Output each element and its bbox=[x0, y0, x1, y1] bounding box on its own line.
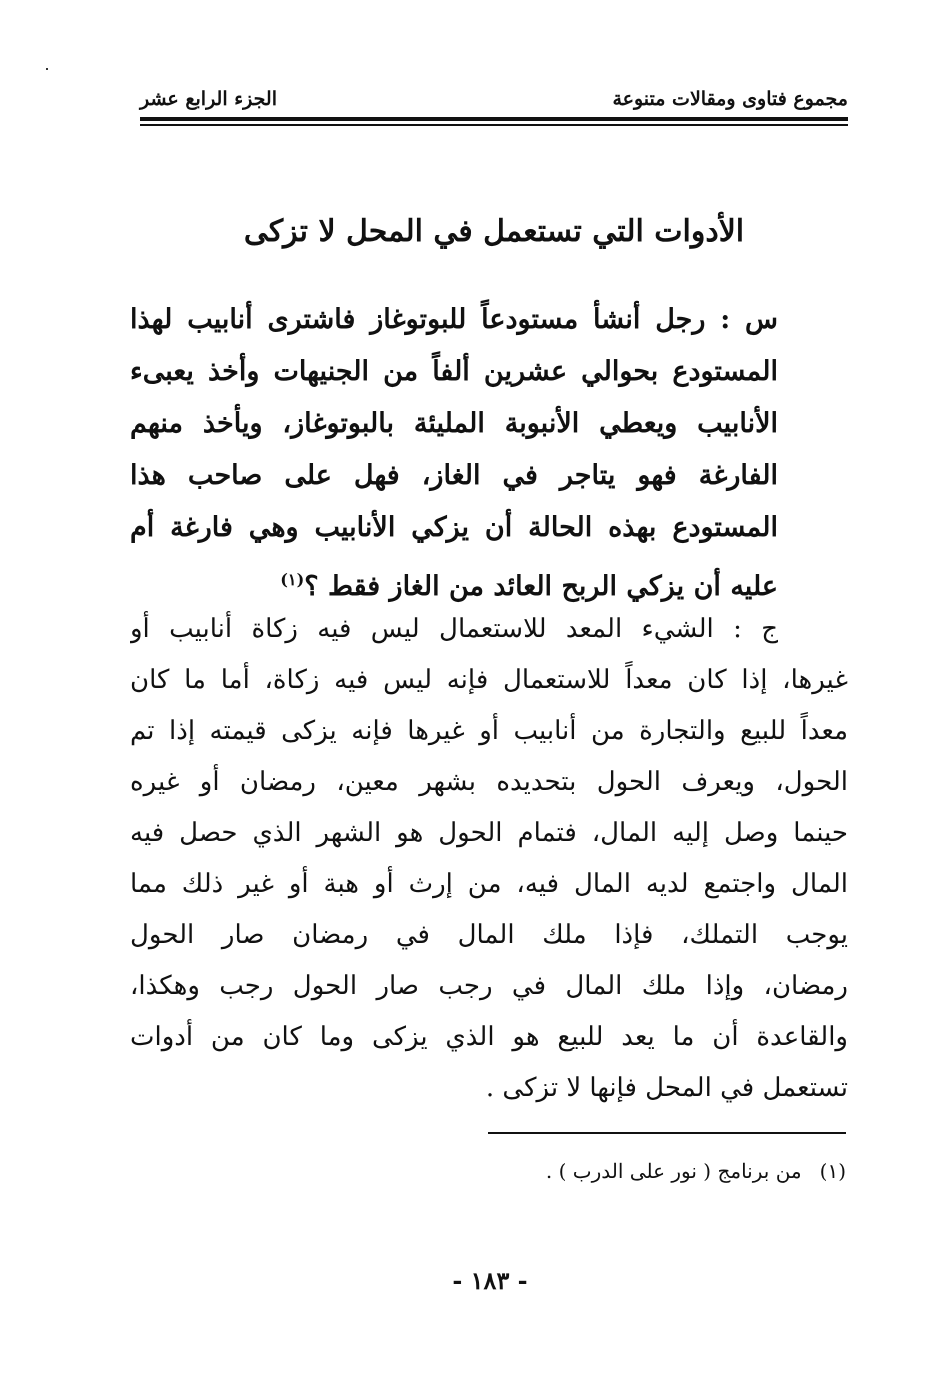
footnote-text: من برنامج ( نور على الدرب ) . bbox=[545, 1159, 802, 1183]
scan-speck bbox=[46, 68, 48, 70]
footnote-separator bbox=[488, 1132, 846, 1134]
answer-line: حينما وصل إليه المال، فتمام الحول هو الشهر الذي حصل فيه bbox=[130, 818, 848, 848]
question-line-last bbox=[130, 554, 778, 606]
question-paragraph bbox=[130, 294, 778, 606]
footnote-number: (١) bbox=[819, 1159, 846, 1183]
header-rule-thick bbox=[140, 117, 848, 121]
book-title: مجموع فتاوى ومقالات متنوعة bbox=[612, 88, 848, 110]
answer-line: ج : الشيء المعد للاستعمال ليس فيه زكاة أنابيب أو bbox=[130, 614, 778, 644]
page-number: - ١٨٣ - bbox=[452, 1266, 528, 1295]
question-line: س : رجل أنشأ مستودعاً للبوتوغاز فاشترى أنابيب لهذا bbox=[130, 304, 778, 335]
header-rule-thin bbox=[140, 124, 848, 126]
running-header bbox=[140, 84, 848, 114]
footnote bbox=[300, 1156, 846, 1186]
question-line: الفارغة فهو يتاجر في الغاز، فهل على صاحب هذا bbox=[130, 460, 778, 491]
footnote-reference: (١) bbox=[280, 570, 305, 589]
answer-line: والقاعدة أن ما يعد للبيع هو الذي يزكى وما كان من أدوات bbox=[130, 1022, 848, 1052]
answer-line: المال واجتمع لديه المال فيه، من إرث أو هبة أو غير ذلك مما bbox=[130, 869, 848, 899]
answer-line-last: تستعمل في المحل فإنها لا تزكى . bbox=[485, 1073, 848, 1103]
answer-line: رمضان، وإذا ملك المال في رجب صار الحول رجب وهكذا، bbox=[130, 971, 848, 1001]
answer-line: الحول، ويعرف الحول بتحديده بشهر معين، رمضان أو غيره bbox=[130, 767, 848, 797]
question-line: المستودع بهذه الحالة أن يزكي الأنابيب وهي فارغة أم bbox=[130, 512, 778, 543]
article-title: الأدوات التي تستعمل في المحل لا تزكى bbox=[243, 214, 745, 249]
answer-line: معداً للبيع والتجارة من أنابيب أو غيرها فإنه يزكى قيمته إذا تم bbox=[130, 716, 848, 746]
volume-label: الجزء الرابع عشر bbox=[140, 88, 277, 110]
answer-paragraph bbox=[130, 604, 848, 1114]
question-line-text: عليه أن يزكي الربح العائد من الغاز فقط ؟ bbox=[304, 571, 778, 602]
answer-line: غيرها، إذا كان معداً للاستعمال فإنه ليس فيه زكاة، أما ما كان bbox=[130, 665, 848, 695]
question-line: الأنابيب ويعطي الأنبوبة المليئة بالبوتوغاز، ويأخذ منهم bbox=[130, 408, 778, 439]
question-line: المستودع بحوالي عشرين ألفاً من الجنيهات وأخذ يعبىء bbox=[130, 356, 778, 387]
answer-line: يوجب التملك، فإذا ملك المال في رمضان صار الحول bbox=[130, 920, 848, 950]
